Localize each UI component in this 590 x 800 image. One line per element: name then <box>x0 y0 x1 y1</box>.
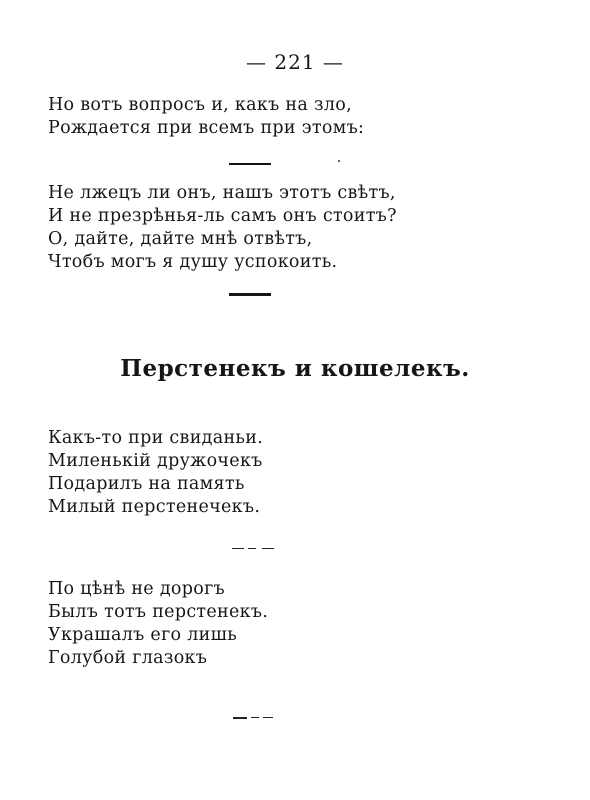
stanza-3 <box>48 427 263 519</box>
verse-line: По цѣнѣ не дорогъ <box>48 579 225 599</box>
separator-dash <box>251 717 259 718</box>
verse-line: Подарилъ на память <box>48 474 245 494</box>
page-number: — 221 — <box>246 50 344 74</box>
verse-line: Милый перстенечекъ. <box>48 497 261 517</box>
separator-dash <box>232 548 244 549</box>
separator-dash <box>248 548 256 549</box>
separator-dash <box>262 548 274 549</box>
verse-line: Не лжецъ ли онъ, нашъ этотъ свѣтъ, <box>48 183 396 203</box>
verse-line: Какъ-то при свиданьи. <box>48 428 264 448</box>
section-divider <box>229 293 271 296</box>
separator-dash <box>263 717 273 718</box>
print-speck <box>338 160 340 162</box>
stanza-2 <box>48 182 397 274</box>
stanza-1 <box>48 94 364 140</box>
verse-line: Былъ тотъ перстенекъ. <box>48 602 269 622</box>
separator-dash <box>233 717 247 719</box>
poem-title: Перстенекъ и кошелекъ. <box>120 355 470 382</box>
verse-line: И не презрѣнья-ль самъ онъ стоитъ? <box>48 206 397 226</box>
verse-line: Но вотъ вопросъ и, какъ на зло, <box>48 95 352 115</box>
verse-line: О, дайте, дайте мнѣ отвѣтъ, <box>48 229 313 249</box>
verse-line: Чтобъ могъ я душу успокоить. <box>48 252 338 272</box>
verse-line: Украшалъ его лишь <box>48 625 238 645</box>
section-divider <box>229 163 271 165</box>
verse-line: Миленькій дружочекъ <box>48 451 263 471</box>
verse-line: Голубой глазокъ <box>48 648 208 668</box>
verse-line: Рождается при всемъ при этомъ: <box>48 118 365 138</box>
stanza-4 <box>48 578 268 670</box>
